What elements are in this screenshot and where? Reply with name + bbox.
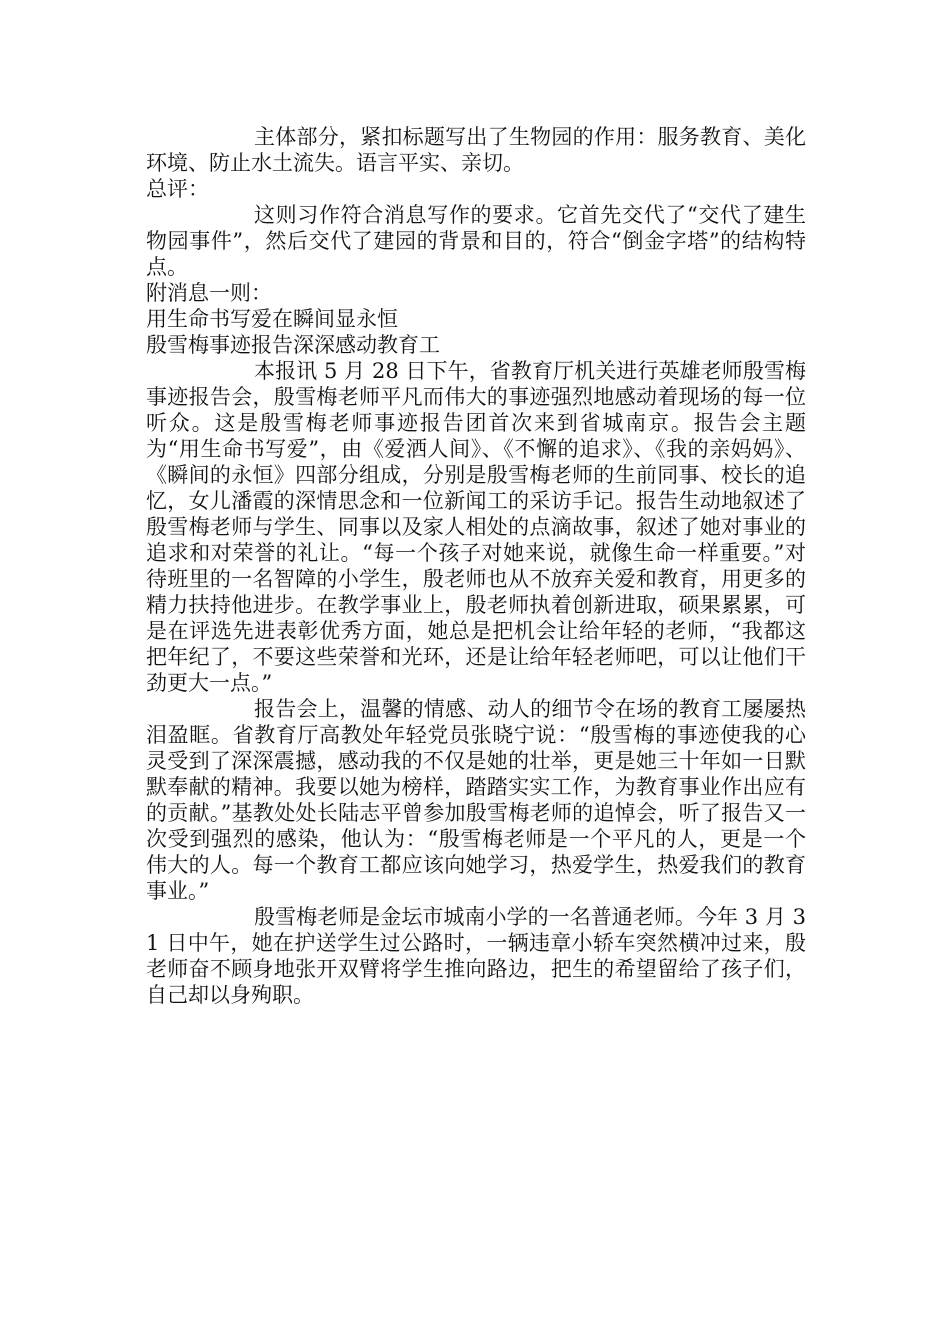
appendix-label: 附消息一则： bbox=[146, 281, 272, 305]
paragraph-news-background: 殷雪梅老师是金坛市城南小学的一名普通老师。今年 3 月 31 日中午，她在护送学生过公路时，一辆违章小轿车突然横冲过来，殷老师奋不顾身地张开双臂将学生推向路边，把生的希望留给了孩子们，自己却以身殉职。 bbox=[146, 905, 806, 1007]
paragraph-news-reaction: 报告会上，温馨的情感、动人的细节令在场的教育工屡屡热泪盈眶。省教育厅高教处年轻党员张晓宁说：“殷雪梅的事迹使我的心灵受到了深深震撼，感动我的不仅是她的壮举，更是她三十年如一日默默奉献的精神。我要以她为榜样，踏踏实实工作，为教育事业作出应有的贡献。”基教处处长陆志平曾参加殷雪梅老师的追悼会，听了报告又一次受到强烈的感染，他认为：“殷雪梅老师是一个平凡的人，更是一个伟大的人。每一个教育工都应该向她学习，热爱学生，热爱我们的教育事业。” bbox=[146, 697, 806, 903]
paragraph-overall-comment: 这则习作符合消息写作的要求。它首先交代了“交代了建生物园事件”，然后交代了建园的背景和目的，符合“倒金字塔”的结构特点。 bbox=[146, 203, 806, 279]
paragraph-news-lead: 本报讯 5 月 28 日下午，省教育厅机关进行英雄老师殷雪梅事迹报告会，殷雪梅老师平凡而伟大的事迹强烈地感动着现场的每一位听众。这是殷雪梅老师事迹报告团首次来到省城南京。报告会主题为“用生命书写爱”，由《爱洒人间》、《不懈的追求》、《我的亲妈妈》、《瞬间的永恒》四部分组成，分别是殷雪梅老师的生前同事、校长的追忆，女儿潘霞的深情思念和一位新闻工的采访手记。报告生动地叙述了殷雪梅老师与学生、同事以及家人相处的点滴故事，叙述了她对事业的追求和对荣誉的礼让。“每一个孩子对她来说，就像生命一样重要。”对待班里的一名智障的小学生，殷老师也从不放弃关爱和教育，用更多的精力扶持他进步。在教学事业上，殷老师执着创新进取，硕果累累，可是在评选先进表彰优秀方面，她总是把机会让给年轻的老师，“我都这把年纪了，不要这些荣誉和光环，还是让给年轻老师吧，可以让他们干劲更大一点。” bbox=[146, 359, 806, 695]
overall-comment-label: 总评： bbox=[146, 177, 209, 201]
news-subheadline: 殷雪梅事迹报告深深感动教育工 bbox=[146, 333, 440, 357]
news-headline: 用生命书写爱在瞬间显永恒 bbox=[146, 307, 398, 331]
document-body bbox=[146, 124, 806, 1008]
paragraph-main-body-comment: 主体部分，紧扣标题写出了生物园的作用：服务教育、美化环境、防止水土流失。语言平实、亲切。 bbox=[146, 125, 806, 175]
